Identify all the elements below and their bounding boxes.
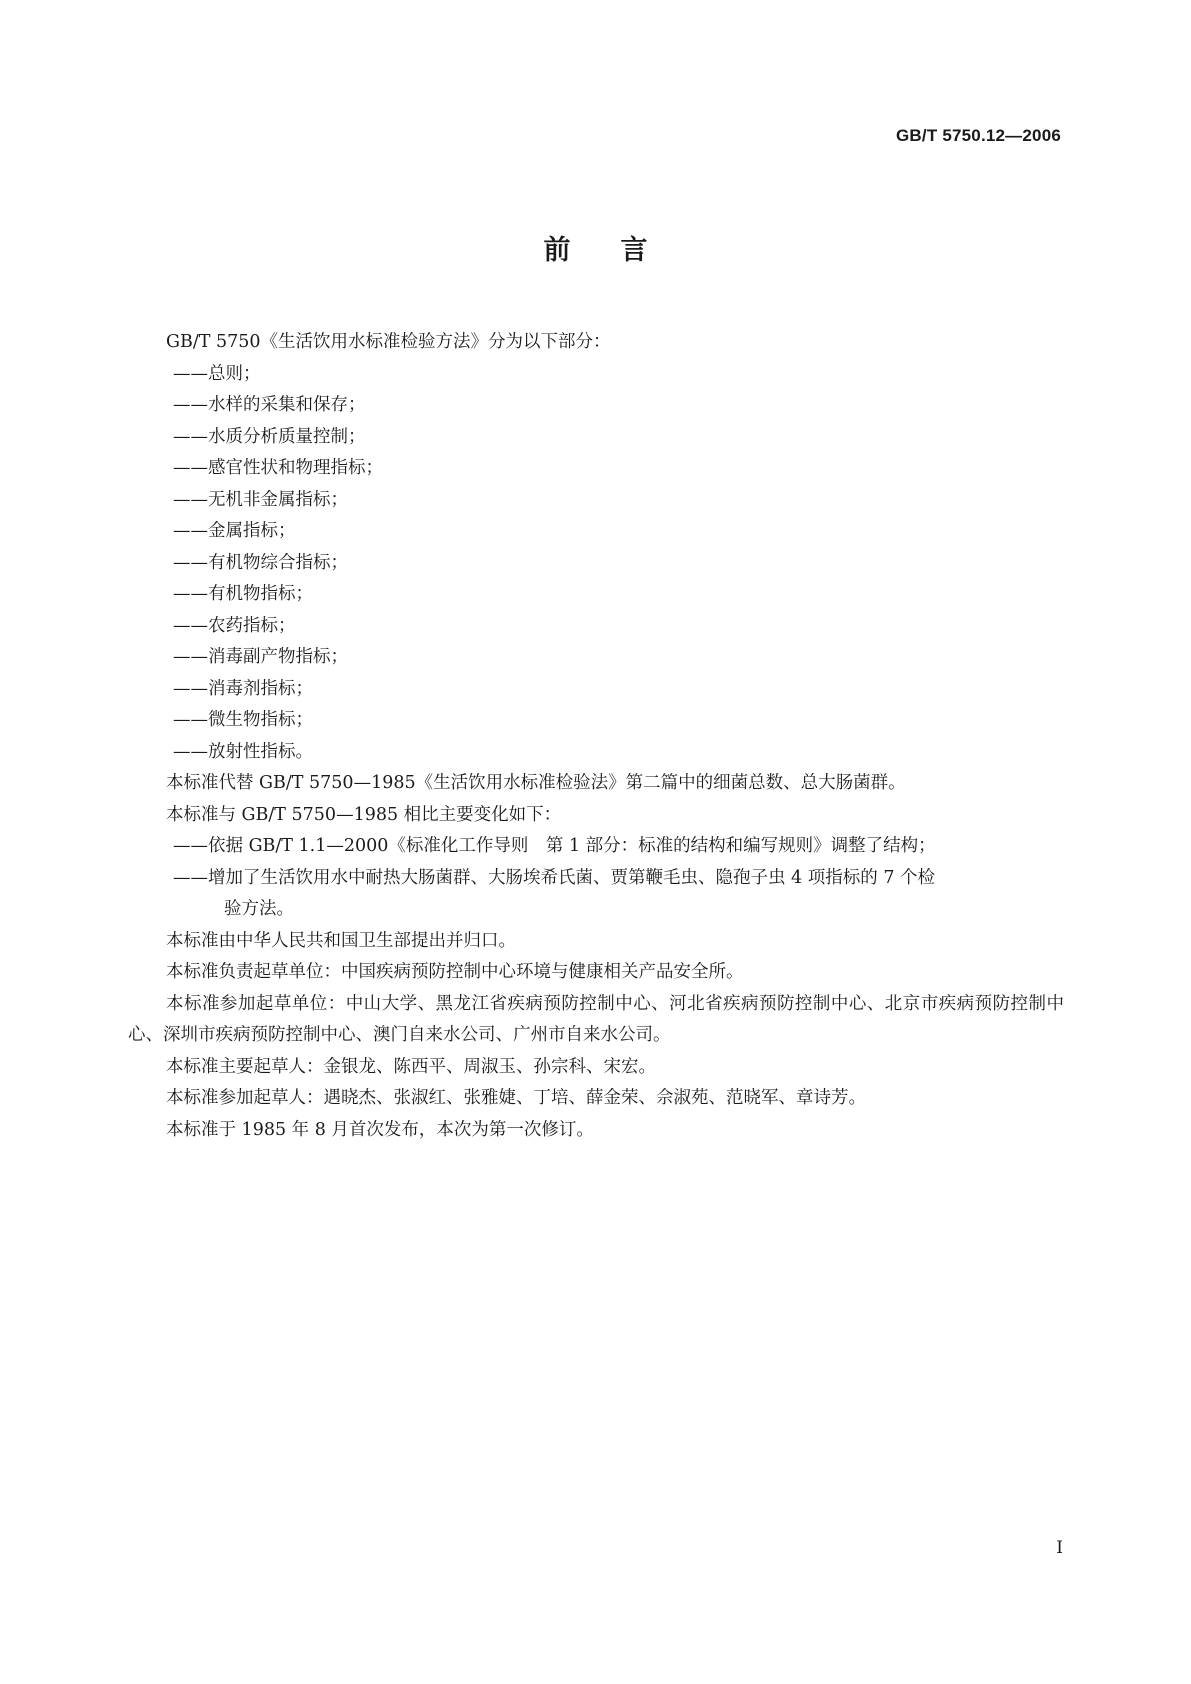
intro-paragraph: GB/T 5750《生活饮用水标准检验方法》分为以下部分：: [166, 332, 611, 352]
part-item: ——消毒副产物指标；: [173, 647, 348, 667]
first-issue-paragraph: 本标准于 1985 年 8 月首次发布，本次为第一次修订。: [166, 1119, 594, 1140]
part-item: ——无机非金属指标；: [173, 489, 348, 510]
part-item: ——金属指标；: [173, 521, 296, 541]
title-char-1: 前: [543, 235, 571, 266]
participating-units-paragraph: 本标准参加起草单位：中山大学、黑龙江省疾病预防控制中心、河北省疾病预防控制中心、北京市疾病预防控制中心、深圳市疾病预防控制中心、澳门自来水公司、广州市自来水公司。: [128, 993, 1064, 1045]
part-item: ——农药指标；: [173, 615, 296, 636]
change-item: ——依据 GB/T 1.1—2000《标准化工作导则 第 1 部分：标准的结构和编写规则》调整了结构；: [173, 836, 936, 856]
change-item: ——增加了生活饮用水中耐热大肠菌群、大肠埃希氏菌、贾第鞭毛虫、隐孢子虫 4 项指标的 7 个检: [173, 867, 936, 888]
part-item: ——微生物指标；: [173, 710, 313, 730]
page-number: I: [1056, 1538, 1063, 1558]
part-item: ——水样的采集和保存；: [173, 395, 366, 415]
proposed-by-paragraph: 本标准由中华人民共和国卫生部提出并归口。: [166, 930, 516, 951]
participating-drafters-paragraph: 本标准参加起草人：遇晓杰、张淑红、张雅婕、丁培、薛金荣、佘淑苑、范晓军、章诗芳。: [166, 1088, 866, 1108]
part-item: ——消毒剂指标；: [173, 678, 313, 699]
page-title: [0, 228, 1191, 267]
replaces-paragraph: 本标准代替 GB/T 5750—1985《生活饮用水标准检验法》第二篇中的细菌总数、总大肠菌群。: [166, 773, 906, 793]
change-item-continuation: 验方法。: [224, 899, 294, 919]
part-item: ——水质分析质量控制；: [173, 426, 366, 447]
main-drafters-paragraph: 本标准主要起草人：金银龙、陈西平、周淑玉、孙宗科、宋宏。: [166, 1056, 656, 1077]
part-item: ——感官性状和物理指标；: [173, 458, 383, 478]
standard-code: GB/T 5750.12—2006: [896, 126, 1061, 145]
drafting-unit-paragraph: 本标准负责起草单位：中国疾病预防控制中心环境与健康相关产品安全所。: [166, 962, 744, 982]
part-item: ——放射性指标。: [173, 741, 313, 762]
part-item: ——有机物指标；: [173, 584, 313, 604]
foreword-body: [128, 327, 1064, 1146]
changes-intro: 本标准与 GB/T 5750—1985 相比主要变化如下：: [166, 804, 562, 825]
part-item: ——有机物综合指标；: [173, 552, 348, 573]
title-char-2: 言: [620, 235, 648, 266]
part-item: ——总则；: [173, 363, 261, 384]
